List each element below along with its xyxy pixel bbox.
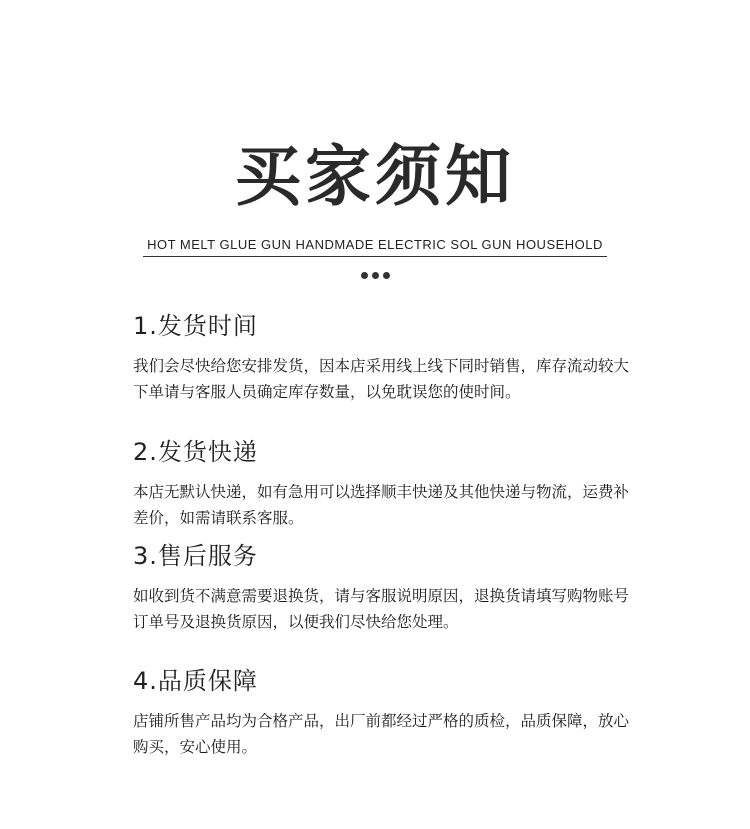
section-heading: 2.发货快递 — [133, 438, 258, 466]
dot-icon — [361, 272, 368, 279]
section-heading: 3.售后服务 — [133, 542, 258, 570]
dot-icon — [383, 272, 390, 279]
section-heading: 1.发货时间 — [133, 312, 258, 340]
dots-divider — [0, 272, 750, 279]
section-shipping-time — [133, 310, 633, 405]
section-shipping-courier — [133, 436, 633, 531]
section-body: 店铺所售产品均为合格产品，出厂前都经过严格的质检，品质保障，放心购买，安心使用。 — [133, 712, 630, 756]
section-heading: 4.品质保障 — [133, 667, 258, 695]
section-body: 如收到货不满意需要退换货，请与客服说明原因，退换货请填写购物账号订单号及退换货原因，以便我们尽快给您处理。 — [133, 587, 630, 631]
section-body: 我们会尽快给您安排发货，因本店采用线上线下同时销售，库存流动较大下单请与客服人员确定库存数量，以免耽误您的使时间。 — [133, 357, 630, 401]
subtitle — [0, 236, 750, 257]
page-title: 买家须知 — [235, 138, 515, 215]
dot-icon — [372, 272, 379, 279]
section-after-sales — [133, 540, 633, 635]
section-quality-guarantee — [133, 665, 633, 760]
subtitle-text: HOT MELT GLUE GUN HANDMADE ELECTRIC SOL GUN HOUSEHOLD — [143, 236, 607, 257]
section-body: 本店无默认快递，如有急用可以选择顺丰快递及其他快递与物流，运费补差价，如需请联系客服。 — [133, 483, 630, 527]
